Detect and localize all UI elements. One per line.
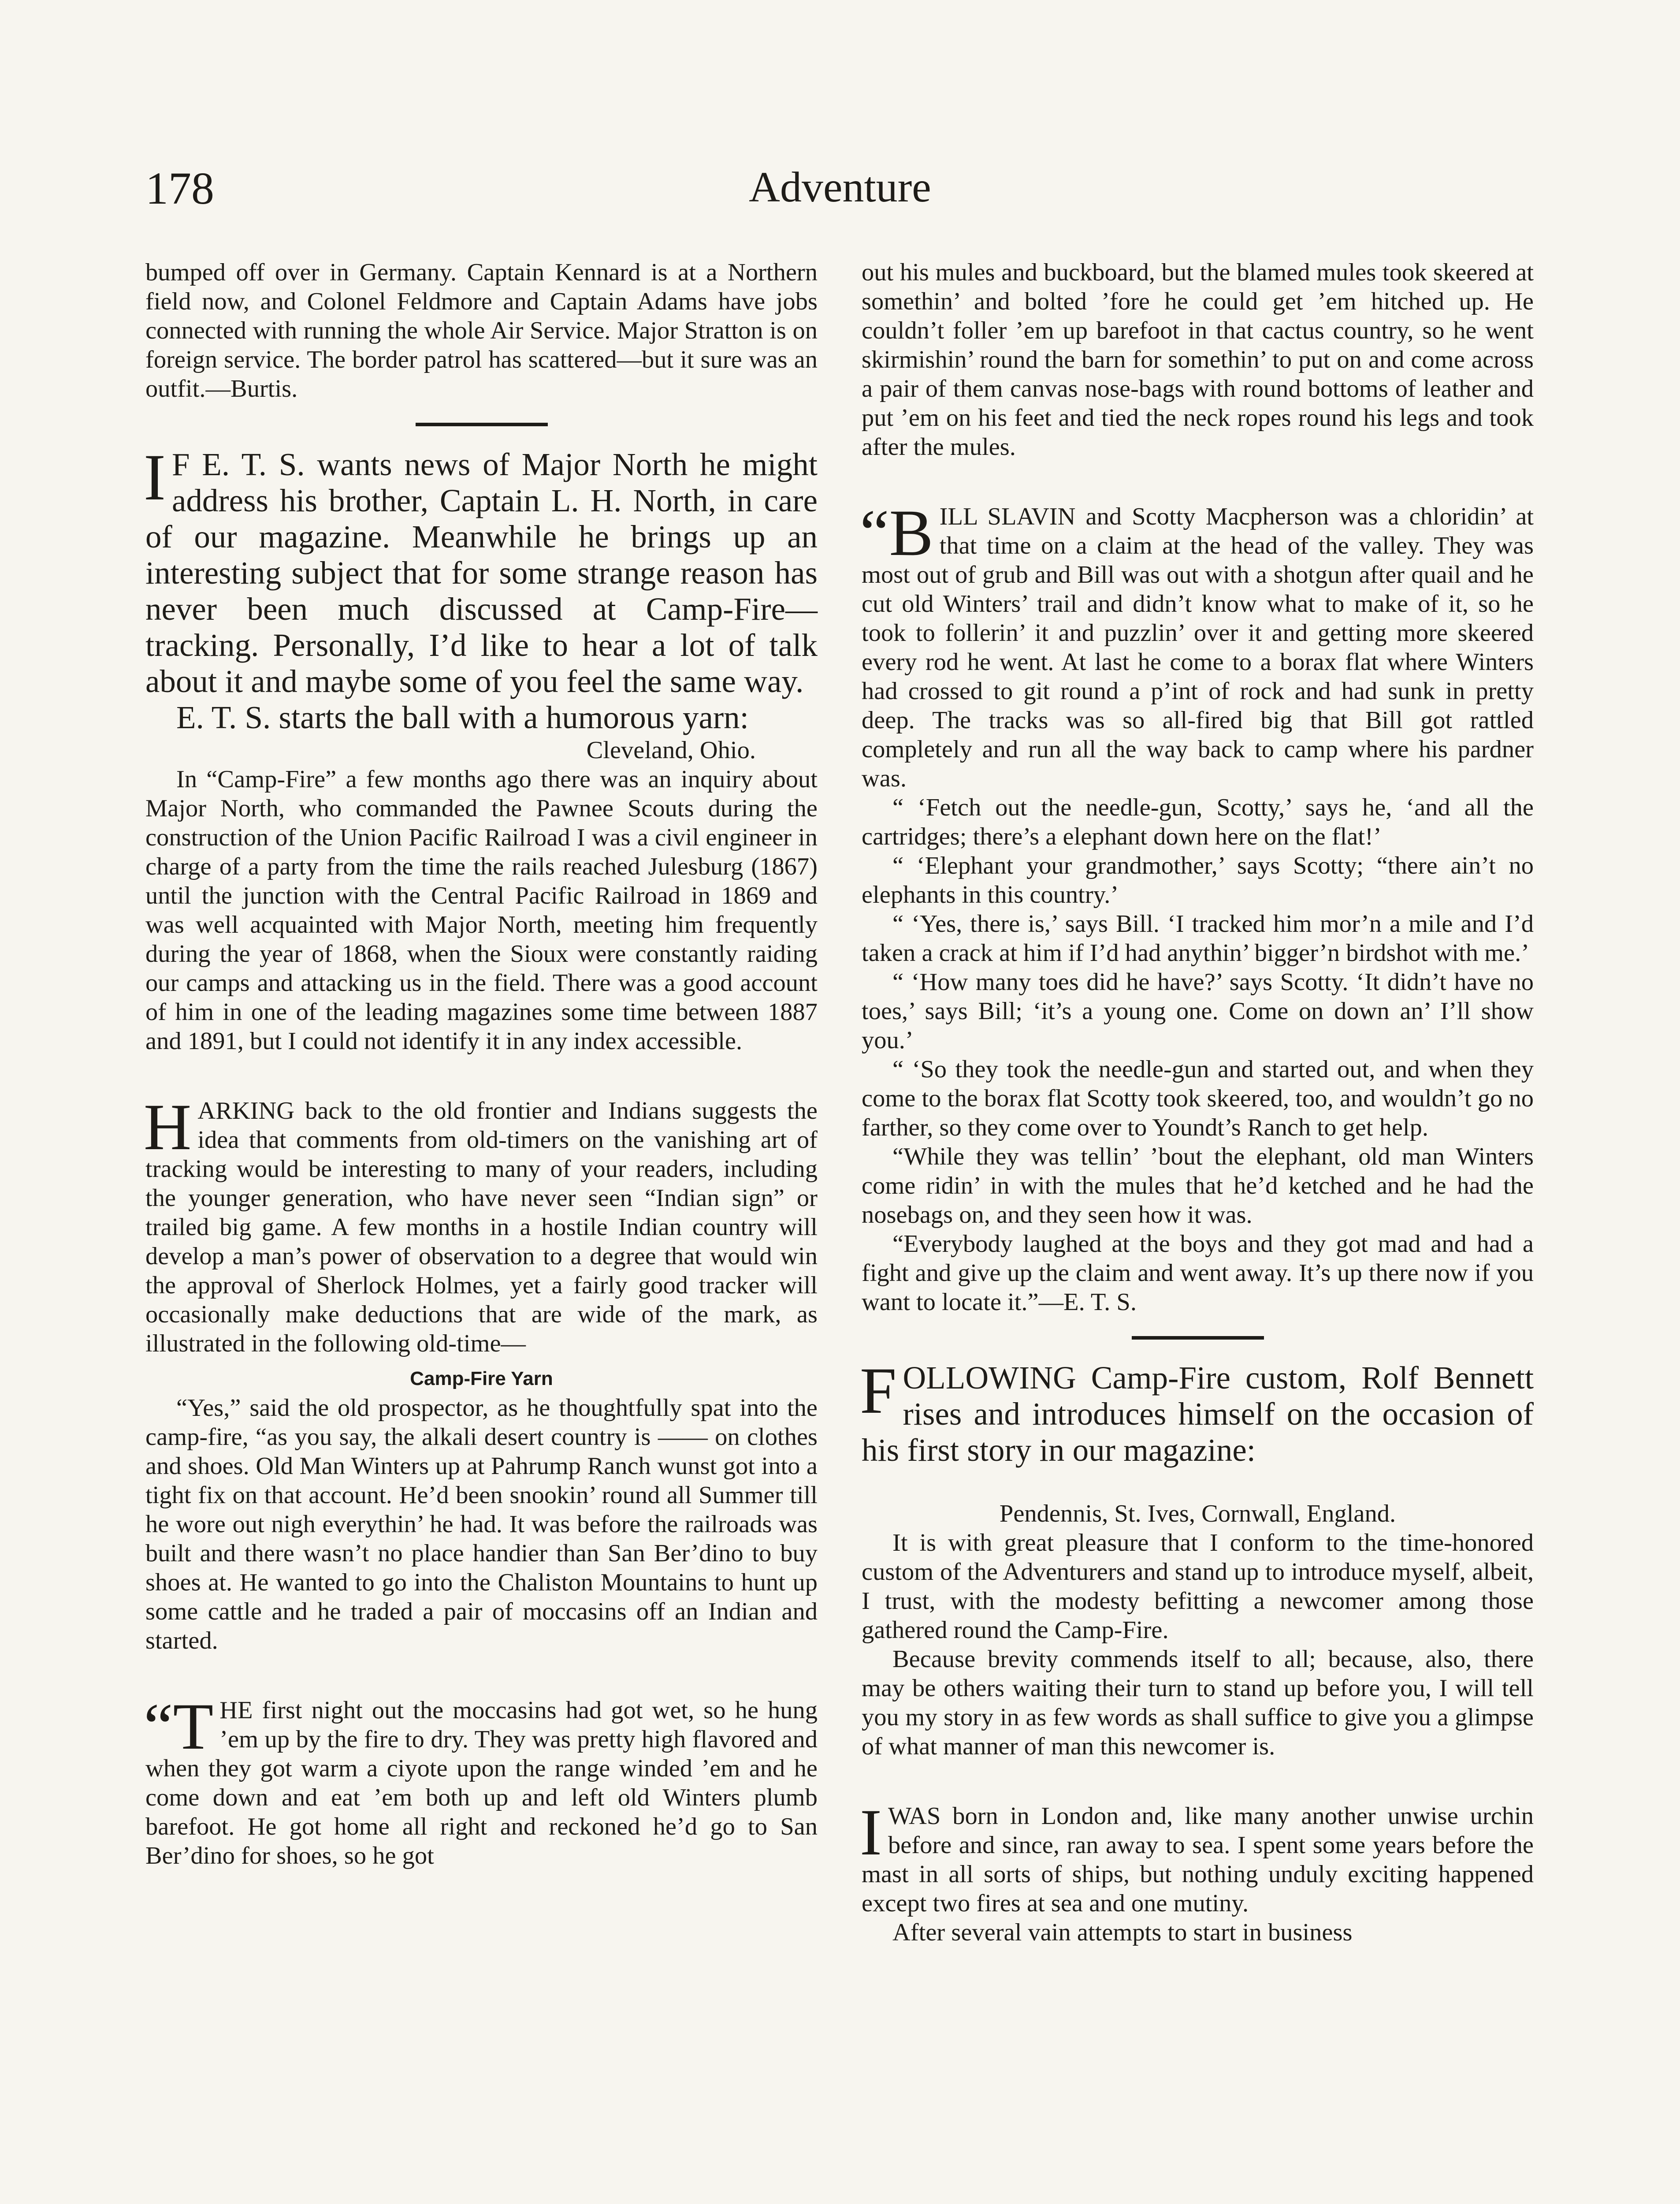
left-column: [145, 258, 818, 1870]
drop-cap: “T: [144, 1690, 214, 1763]
drop-cap: F: [860, 1354, 897, 1427]
letter-paragraph: IWAS born in London and, like many another unwise urchin before and since, ran away to sea. I spent some years before the mast in all sorts of ships, but nothing unduly exciting happened except two fires at sea and one mutiny.: [860, 1796, 1534, 1917]
drop-cap: I: [144, 441, 166, 514]
section-divider: [1132, 1336, 1264, 1340]
story-paragraph: “ ‘Elephant your grandmother,’ says Scotty; “there ain’t no elephants in this country.’: [862, 852, 1534, 908]
editor-intro-paragraph: FOLLOWING Camp-Fire custom, Rolf Bennett rises and introduces himself on the occasion of his first story in our magazine:: [860, 1354, 1534, 1468]
drop-cap: I: [860, 1796, 882, 1869]
letter-paragraph: HARKING back to the old frontier and Indians suggests the idea that comments from old-timers on the vanishing art of tracking would be interesting to many of your readers, including the younger generation, who have never seen “Indian sign” or trailed big game. A few months in a hostile Indian country will develop a man’s power of observation to a degree that would win the approval of Sherlock Holmes, yet a fairly good tracker will occasionally make deductions that are wide of the mark, as illustrated in the following old-time—: [144, 1091, 818, 1357]
right-column: [862, 258, 1534, 1947]
editor-intro-paragraph: I F E. T. S. wants news of Major North he might address his brother, Captain L. H. North, in care of our magazine. Meanwhile he brings up an interesting subject that for some strange reason has never been much discussed at Camp-Fire—tracking. Personally, I’d like to hear a lot of talk about it and maybe some of you feel the same way.: [144, 441, 818, 699]
story-paragraph: “ ‘Yes, there is,’ says Bill. ‘I tracked him mor’n a mile and I’d taken a crack at him if I’d had anythin’ bigger’n birdshot with me.’: [862, 910, 1534, 967]
running-head-title: Adventure: [749, 164, 931, 211]
letter-byline: Cleveland, Ohio.: [586, 737, 756, 764]
story-paragraph: “Yes,” said the old prospector, as he thoughtfully spat into the camp-fire, “as you say, the alkali desert country is —— on clothes and shoes. Old Man Winters up at Pahrump Ranch wunst got into a tight fix on that account. He’d been snookin’ round all Summer till he wore out nigh everythin’ he had. It was before the railroads was built and there wasn’t no place handier than San Ber’dino to buy shoes at. He wanted to go into the Chaliston Mountains to hunt up some cattle and he traded a pair of moccasins off an Indian and started.: [145, 1394, 818, 1654]
drop-cap: “B: [860, 496, 933, 570]
letter-paragraph: In “Camp-Fire” a few months ago there was an inquiry about Major North, who commanded the Pawnee Scouts during the construction of the Union Pacific Railroad I was a civil engineer in charge of a party from the time the rails reached Julesburg (1867) until the junction with the Central Pacific Railroad in 1869 and was well acquainted with Major North, meeting him frequently during the year of 1868, when the Sioux were constantly raiding our camps and attacking us in the field. There was a good account of him in one of the leading magazines some time between 1887 and 1891, but I could not identify it in any index accessible.: [145, 766, 818, 1055]
story-paragraph: “Everybody laughed at the boys and they got mad and had a fight and give up the claim and went away. It’s up there now if you want to locate it.”—E. T. S.: [862, 1230, 1534, 1316]
story-paragraph: “ ‘How many toes did he have?’ says Scotty. ‘It didn’t have no toes,’ says Bill; ‘it’s a young one. Come on down an’ I’ll show you.’: [862, 968, 1534, 1054]
page-number: 178: [145, 163, 214, 214]
story-paragraph: “While they was tellin’ ’bout the elephant, old man Winters come ridin’ in with the mules that he’d ketched and he had the nosebags on, and they seen how it was.: [862, 1143, 1534, 1229]
letter-paragraph: It is with great pleasure that I conform to the time-honored custom of the Adventurers and stand up to introduce myself, albeit, I trust, with the modesty befitting a newcomer among those gathered round the Camp-Fire.: [862, 1529, 1534, 1644]
letter-dateline: Pendennis, St. Ives, Cornwall, England.: [999, 1500, 1396, 1527]
editor-intro-paragraph: E. T. S. starts the ball with a humorous yarn:: [176, 700, 749, 735]
story-paragraph: out his mules and buckboard, but the blamed mules took skeered at somethin’ and bolted ’fore he could get ’em hitched up. He couldn’t foller ’em up barefoot in that cactus country, so he went skirmishin’ round the barn for somethin’ to put on and come across a pair of them canvas nose-bags with round bottoms of leather and put ’em on his feet and tied the neck ropes round his legs and took after the mules.: [862, 259, 1534, 461]
paragraph: bumped off over in Germany. Captain Kennard is at a Northern field now, and Colonel Feldmore and Captain Adams have jobs connected with running the whole Air Service. Major Stratton is on foreign service. The border patrol has scattered—but it sure was an outfit.—Burtis.: [145, 259, 818, 402]
story-paragraph: “ ‘Fetch out the needle-gun, Scotty,’ says he, ‘and all the cartridges; there’s a elephant down here on the flat!’: [862, 794, 1534, 850]
story-paragraph: “ ‘So they took the needle-gun and started out, and when they come to the borax flat Scotty took skeered, too, and wouldn’t go no farther, so they come over to Youndt’s Ranch to get help.: [862, 1056, 1534, 1141]
section-divider: [416, 423, 548, 426]
story-paragraph: “THE first night out the moccasins had got wet, so he hung ’em up by the fire to dry. They was pretty high flavored and when they got warm a ciyote upon the range winded ’em and he come down and eat ’em both up and left old Winters plumb barefoot. He got home all right and reckoned he’d go to San Ber’dino for shoes, so he got: [144, 1690, 818, 1869]
section-heading: Camp-Fire Yarn: [410, 1368, 553, 1389]
story-paragraph: “BILL SLAVIN and Scotty Macpherson was a chloridin’ at that time on a claim at the head of the valley. They was most out of grub and Bill was out with a shotgun after quail and he cut old Winters’ trail and didn’t know what to make of it, so he took to follerin’ it and puzzlin’ over it and getting more skeered every rod he went. At last he come to a borax flat where Winters had crossed to git round a p’int of rock and had sunk in pretty deep. The tracks was so all-fired big that Bill got rattled completely and run all the way back to camp where his pardner was.: [860, 496, 1534, 792]
drop-cap: H: [144, 1091, 192, 1164]
letter-paragraph: After several vain attempts to start in business: [892, 1919, 1353, 1946]
letter-paragraph: Because brevity commends itself to all; because, also, there may be others waiting their turn to stand up before you, I will tell you my story in as few words as shall suffice to give you a glimpse of what manner of man this newcomer is.: [862, 1646, 1534, 1760]
